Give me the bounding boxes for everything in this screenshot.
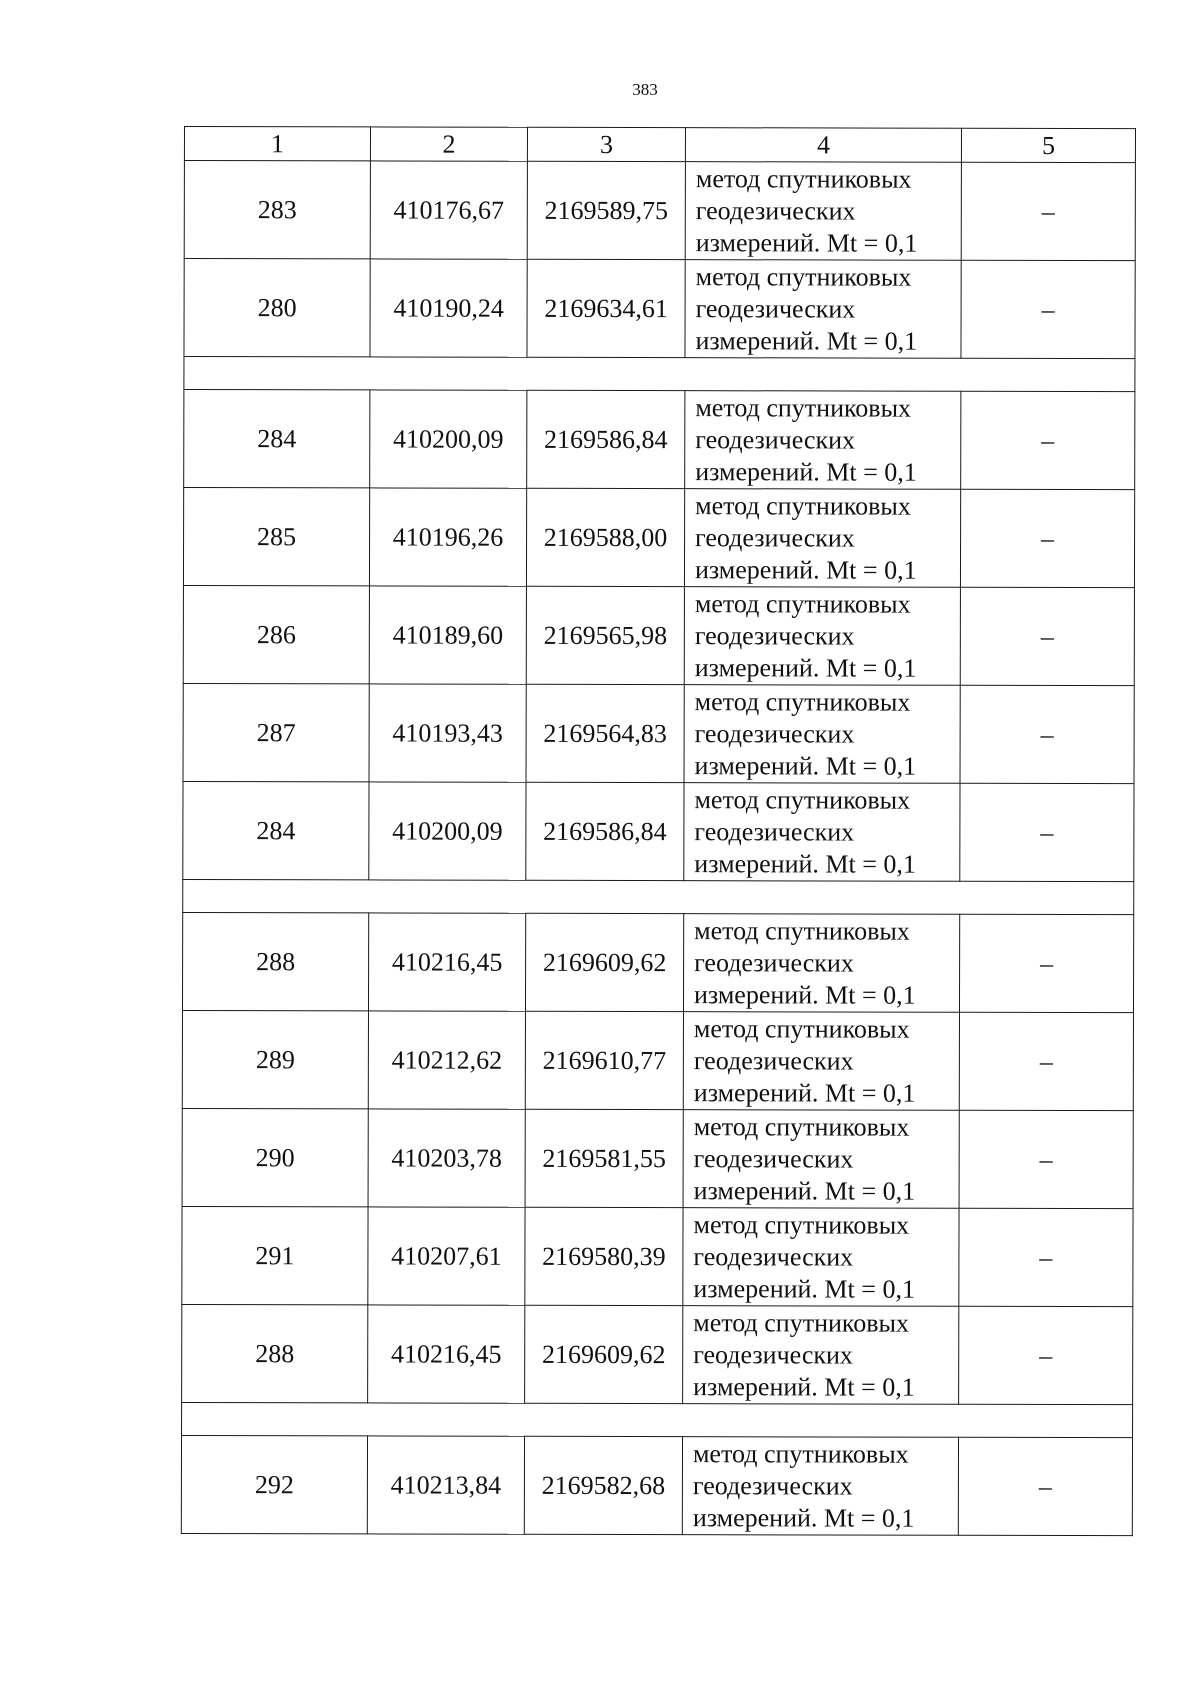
x-coordinate-cell: 410213,84 [367, 1436, 524, 1534]
method-line: измерений. Mt = 0,1 [694, 750, 917, 781]
table-row [184, 259, 1135, 359]
method-line: измерений. Mt = 0,1 [693, 1273, 916, 1304]
note-cell: – [960, 489, 1134, 587]
point-number-cell: 284 [183, 781, 369, 879]
point-number-cell: 290 [182, 1108, 368, 1206]
note-cell: – [961, 260, 1135, 358]
method-line: метод спутниковых [695, 261, 912, 292]
method-cell [685, 162, 961, 261]
method-cell [682, 1437, 958, 1536]
method-line: геодезических [692, 1470, 853, 1501]
method-line: измерений. Mt = 0,1 [694, 554, 917, 585]
point-number-cell: 288 [182, 1304, 368, 1402]
point-number-cell: 286 [183, 585, 369, 683]
method-line: геодезических [694, 816, 855, 847]
y-coordinate-cell: 2169609,62 [525, 913, 683, 1011]
method-line: геодезических [695, 293, 856, 324]
y-coordinate-cell: 2169582,68 [524, 1436, 682, 1534]
x-coordinate-cell: 410190,24 [370, 259, 527, 357]
method-line: измерений. Mt = 0,1 [695, 227, 918, 258]
table-separator-row [182, 1402, 1133, 1437]
y-coordinate-cell: 2169589,75 [527, 161, 685, 259]
point-number-cell: 289 [182, 1010, 368, 1108]
note-cell: – [958, 1437, 1132, 1535]
x-coordinate-cell: 410176,67 [370, 161, 527, 259]
point-number-cell: 288 [182, 912, 368, 1010]
separator-cell [182, 1402, 1133, 1437]
x-coordinate-cell: 410200,09 [369, 782, 526, 880]
note-cell: – [960, 783, 1134, 881]
method-line: геодезических [695, 424, 856, 455]
table-row [182, 1108, 1133, 1208]
y-coordinate-cell: 2169565,98 [526, 586, 684, 684]
page-number: 383 [632, 80, 658, 99]
note-cell: – [960, 587, 1134, 685]
method-line: измерений. Mt = 0,1 [694, 652, 917, 683]
coordinates-table [181, 126, 1136, 1536]
method-line: метод спутниковых [693, 1307, 910, 1338]
table-header-row [184, 127, 1135, 163]
note-cell: – [959, 1012, 1133, 1110]
table-separator-row [183, 879, 1134, 914]
x-coordinate-cell: 410212,62 [368, 1011, 525, 1109]
method-line: геодезических [694, 620, 855, 651]
y-coordinate-cell: 2169588,00 [526, 488, 684, 586]
method-line: измерений. Mt = 0,1 [695, 456, 917, 487]
table-body [181, 161, 1135, 1536]
table-row [182, 1206, 1133, 1306]
y-coordinate-cell: 2169580,39 [525, 1207, 683, 1305]
header-cell-4: 4 [685, 128, 961, 163]
method-line: метод спутниковых [695, 490, 911, 521]
method-line: геодезических [694, 947, 854, 978]
method-cell [684, 685, 960, 784]
method-line: метод спутниковых [692, 1438, 909, 1469]
method-line: геодезических [694, 718, 855, 749]
point-number-cell: 280 [184, 259, 370, 357]
method-line: геодезических [693, 1045, 854, 1076]
x-coordinate-cell: 410196,26 [369, 488, 526, 586]
method-line: измерений. Mt = 0,1 [693, 1371, 915, 1402]
x-coordinate-cell: 410216,45 [368, 1305, 525, 1403]
header-cell-1: 1 [184, 127, 370, 161]
method-line: геодезических [693, 1339, 853, 1370]
note-cell: – [959, 1208, 1133, 1306]
point-number-cell: 291 [182, 1206, 368, 1304]
table-row [183, 683, 1134, 783]
table-row [181, 1435, 1132, 1535]
table-row [184, 161, 1135, 261]
note-cell: – [959, 914, 1133, 1012]
point-number-cell: 292 [181, 1435, 367, 1533]
y-coordinate-cell: 2169610,77 [525, 1011, 683, 1109]
method-line: метод спутниковых [694, 588, 911, 619]
note-cell: – [959, 1110, 1133, 1208]
y-coordinate-cell: 2169586,84 [527, 390, 685, 488]
method-cell [684, 783, 960, 882]
separator-cell [183, 879, 1134, 914]
method-cell [683, 1306, 959, 1405]
table-row [183, 488, 1134, 588]
method-cell [685, 260, 961, 359]
method-cell [683, 1208, 959, 1307]
method-line: геодезических [695, 522, 855, 553]
table-row [183, 781, 1134, 881]
method-cell [683, 914, 959, 1013]
header-cell-5: 5 [961, 128, 1135, 162]
header-cell-3: 3 [527, 127, 685, 161]
y-coordinate-cell: 2169581,55 [525, 1109, 683, 1207]
method-cell [684, 489, 960, 588]
table-separator-row [184, 357, 1135, 392]
point-number-cell: 284 [184, 390, 370, 488]
method-line: метод спутниковых [695, 392, 912, 423]
table-row [184, 390, 1135, 490]
header-cell-2: 2 [370, 127, 527, 161]
method-line: метод спутниковых [693, 1209, 910, 1240]
method-line: метод спутниковых [694, 686, 911, 717]
table-row [183, 585, 1134, 685]
table-row [182, 1304, 1133, 1404]
method-line: измерений. Mt = 0,1 [694, 848, 916, 879]
x-coordinate-cell: 410207,61 [368, 1207, 525, 1305]
x-coordinate-cell: 410200,09 [370, 390, 527, 488]
y-coordinate-cell: 2169564,83 [526, 684, 684, 782]
separator-cell [184, 357, 1135, 392]
note-cell: – [961, 391, 1135, 489]
x-coordinate-cell: 410189,60 [369, 586, 526, 684]
note-cell: – [961, 162, 1135, 260]
y-coordinate-cell: 2169634,61 [527, 259, 685, 357]
table-row [182, 912, 1133, 1012]
x-coordinate-cell: 410193,43 [369, 684, 526, 782]
note-cell: – [960, 685, 1134, 783]
method-line: измерений. Mt = 0,1 [693, 1175, 916, 1206]
table-row [182, 1010, 1133, 1110]
x-coordinate-cell: 410203,78 [368, 1109, 525, 1207]
method-line: геодезических [693, 1143, 854, 1174]
x-coordinate-cell: 410216,45 [368, 913, 525, 1011]
point-number-cell: 287 [183, 683, 369, 781]
point-number-cell: 283 [184, 161, 370, 259]
method-line: метод спутниковых [693, 1111, 910, 1142]
point-number-cell: 285 [183, 488, 369, 586]
method-cell [685, 391, 961, 490]
method-line: измерений. Mt = 0,1 [692, 1502, 915, 1533]
method-line: метод спутниковых [693, 1013, 910, 1044]
method-line: геодезических [693, 1241, 854, 1272]
method-line: измерений. Mt = 0,1 [693, 1077, 916, 1108]
y-coordinate-cell: 2169586,84 [526, 782, 684, 880]
y-coordinate-cell: 2169609,62 [525, 1305, 683, 1403]
method-line: метод спутниковых [695, 163, 912, 194]
method-line: метод спутниковых [694, 784, 911, 815]
method-cell [683, 1012, 959, 1111]
method-line: геодезических [695, 195, 856, 226]
method-cell [684, 587, 960, 686]
method-line: измерений. Mt = 0,1 [695, 325, 918, 356]
method-line: метод спутниковых [694, 915, 910, 946]
method-cell [683, 1110, 959, 1209]
note-cell: – [959, 1306, 1133, 1404]
method-line: измерений. Mt = 0,1 [693, 979, 916, 1010]
